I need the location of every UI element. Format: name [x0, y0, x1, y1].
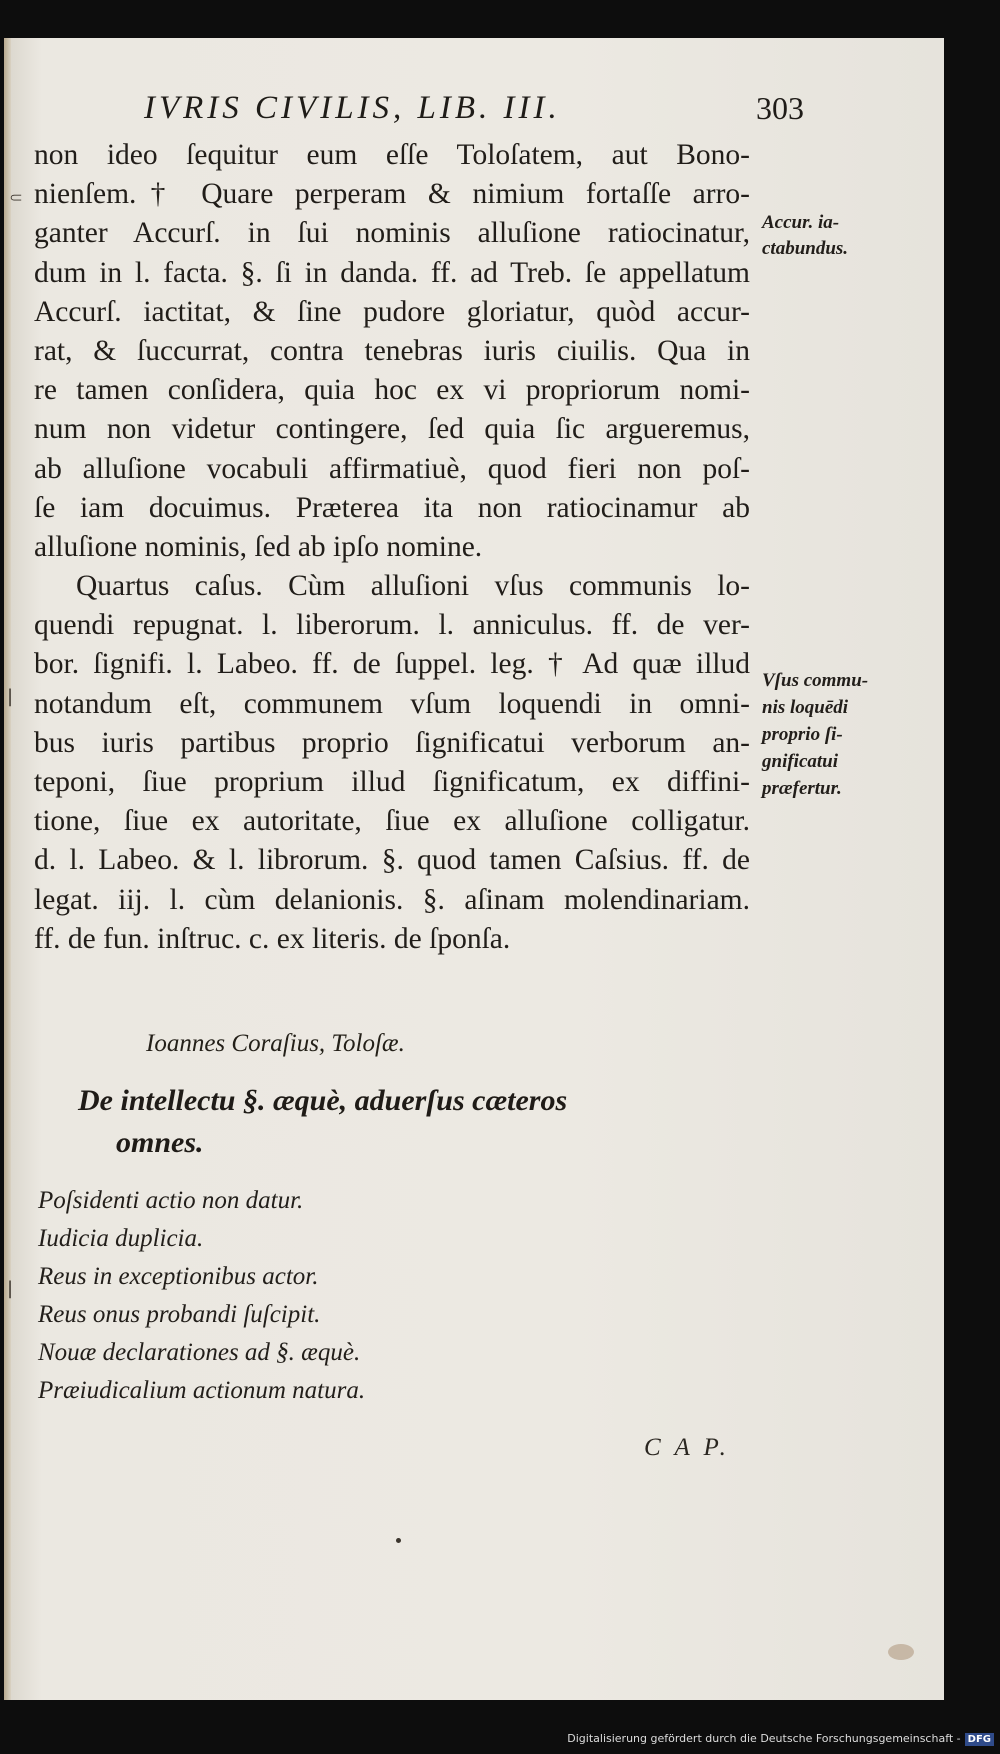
summary-item: Reus onus probandi ſuſcipit.	[38, 1301, 321, 1328]
section-heading	[78, 1080, 718, 1164]
text-line: ab alluſione vocabuli affirmatiuè, quod fieri non poſ-	[34, 452, 750, 485]
text-line: ganter Accurſ. in ſui nominis alluſione ratiocinatur,	[34, 217, 750, 250]
margin-note: gnificatui	[762, 751, 839, 772]
text-line: ſe iam docuimus. Præterea ita non ratiocinamur ab	[34, 491, 750, 524]
text-line: bus iuris partibus proprio ſignificatui verborum an-	[34, 726, 750, 759]
digitization-credit	[567, 1732, 994, 1746]
catchword: C A P.	[644, 1434, 730, 1461]
ink-dot	[396, 1538, 401, 1543]
page-number: 303	[756, 90, 804, 126]
text-line: d. l. Labeo. & l. librorum. §. quod tamen Caſsius. ff. de	[34, 844, 750, 877]
running-title: IVRIS CIVILIS, LIB. III.	[144, 90, 561, 126]
margin-mark: ⸦	[7, 188, 25, 209]
summary-item: Præiudicalium actionum natura.	[38, 1377, 366, 1404]
body-text	[34, 136, 750, 959]
text-line: non ideo ſequitur eum eſſe Toloſatem, aut Bono-	[34, 139, 750, 171]
summary-item: Nouæ declarationes ad §. æquè.	[38, 1339, 361, 1366]
dfg-logo: DFG	[965, 1733, 994, 1746]
text-line: ff. de fun. inſtruc. c. ex literis. de ſponſa.	[34, 922, 511, 955]
author-signature: Ioannes Coraſius, Toloſæ.	[146, 1030, 405, 1057]
margin-mark: |	[7, 1278, 14, 1299]
margin-note: Accur. ia-	[762, 212, 840, 233]
summary-item: Reus in exceptionibus actor.	[38, 1263, 319, 1290]
paper-stain	[888, 1644, 914, 1660]
text-line: bor. ſignifi. l. Labeo. ff. de ſuppel. leg. † Ad quæ illud	[34, 648, 750, 681]
book-page	[4, 38, 944, 1700]
page-header	[144, 90, 804, 130]
margin-mark: |	[7, 686, 14, 707]
text-line: tione, ſiue ex autoritate, ſiue ex alluſione colligatur.	[34, 805, 750, 838]
credit-text: Digitalisierung gefördert durch die Deutsche Forschungsgemeinschaft -	[567, 1732, 961, 1745]
text-line: rat, & ſuccurrat, contra tenebras iuris ciuilis. Qua in	[34, 334, 750, 367]
margin-note: præfertur.	[762, 778, 842, 799]
page-gutter-edge	[4, 38, 14, 1700]
text-line: alluſione nominis, ſed ab ipſo nomine.	[34, 530, 483, 563]
text-line: quendi repugnat. l. liberorum. l. anniculus. ff. de ver-	[34, 609, 750, 642]
text-line: Accurſ. iactitat, & ſine pudore gloriatur, quòd accur-	[34, 295, 750, 328]
text-line: teponi, ſiue proprium illud ſignificatum, ex diffini-	[34, 766, 750, 798]
text-line: re tamen conſidera, quia hoc ex vi propriorum nomi-	[34, 374, 750, 407]
text-line: Quartus caſus. Cùm alluſioni vſus communis lo-	[76, 570, 750, 603]
summary-list	[38, 1182, 538, 1410]
section-heading-line: omnes.	[116, 1126, 204, 1159]
text-line: nienſem.† Quare perperam & nimium fortaſſe arro-	[34, 178, 750, 211]
text-line: legat. iij. l. cùm delanionis. §. aſinam molendinariam.	[34, 883, 750, 916]
margin-note: proprio ſi-	[762, 724, 843, 745]
summary-item: Iudicia duplicia.	[38, 1225, 204, 1252]
margin-note: nis loquēdi	[762, 697, 849, 718]
text-line: num non videtur contingere, ſed quia ſic argueremus,	[34, 413, 750, 446]
text-line: dum in l. facta. §. ſi in danda. ff. ad Treb. ſe appellatum	[34, 256, 750, 289]
summary-item: Poſsidenti actio non datur.	[38, 1187, 304, 1214]
text-line: notandum eſt, communem vſum loquendi in omni-	[34, 687, 750, 720]
section-heading-line: De intellectu §. æquè, aduerſus cæteros	[78, 1084, 568, 1117]
margin-note: ctabundus.	[762, 238, 849, 259]
margin-note: Vſus commu-	[762, 670, 869, 691]
